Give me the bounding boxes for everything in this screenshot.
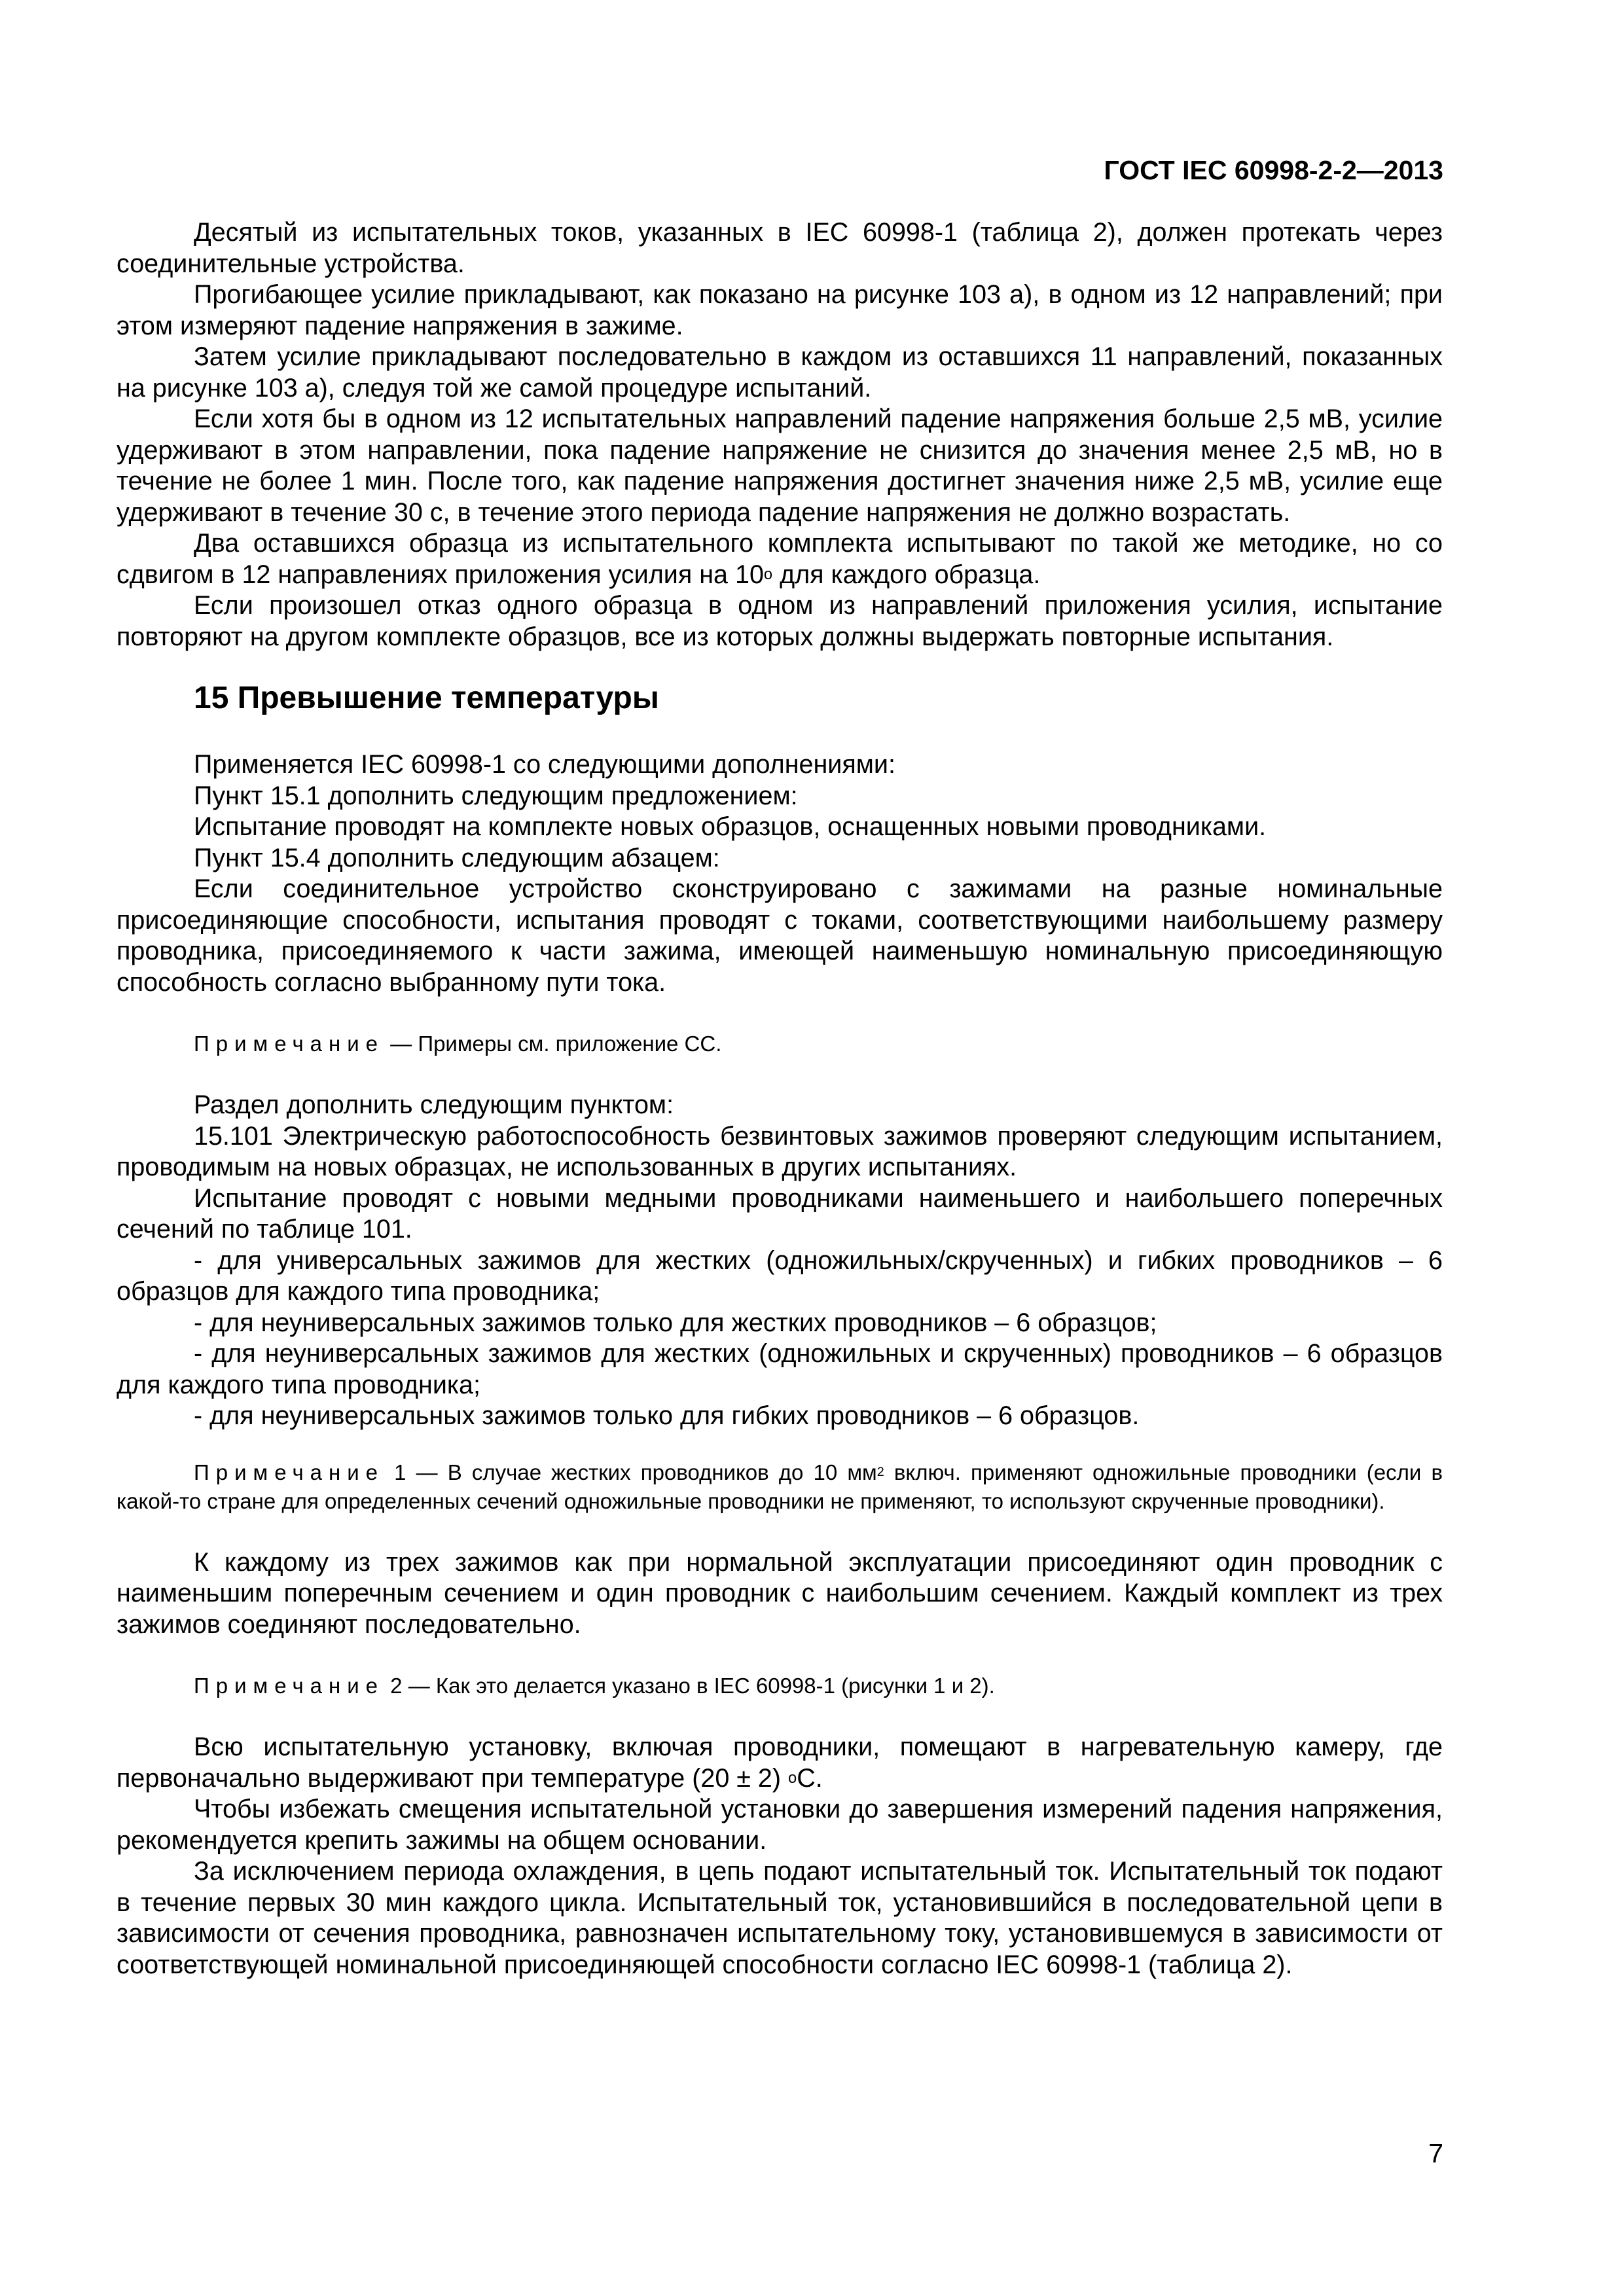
list-item: - для неуниверсальных зажимов для жестких (одножильных и скрученных) проводников – 6 образцов для каждого типа проводника;: [117, 1339, 1443, 1399]
note-text: — Примеры см. приложение СС.: [384, 1031, 722, 1056]
paragraph: Прогибающее усилие прикладывают, как показано на рисунке 103 а), в одном из 12 направлений; при этом измеряют падение напряжения в зажиме.: [117, 280, 1443, 340]
note: [117, 1030, 1443, 1058]
paragraph: Чтобы избежать смещения испытательной установки до завершения измерений падения напряжения, рекомендуется крепить зажимы на общем основании.: [117, 1795, 1443, 1855]
paragraph: Десятый из испытательных токов, указанных в IEC 60998-1 (таблица 2), должен протекать через соединительные устройства.: [117, 218, 1443, 278]
document-code: ГОСТ IEC 60998-2-2—2013: [1104, 155, 1443, 185]
paragraph: Применяется IEC 60998-1 со следующими дополнениями:: [194, 750, 895, 779]
section-title: 15 Превышение температуры: [194, 681, 659, 715]
note-text: — В случае жестких проводников до 10 мм: [406, 1460, 877, 1484]
note-text: — Как это делается указано в IEC 60998-1 (рисунки 1 и 2).: [402, 1674, 995, 1698]
paragraph-text: Всю испытательную установку, включая проводники, помещают в нагревательную камеру, где первоначально выдерживают при температуре (20 ± 2): [117, 1732, 1443, 1793]
paragraph: Если произошел отказ одного образца в одном из направлений приложения усилия, испытание повторяют на другом комплекте образцов, все из которых должны выдержать повторные испытания.: [117, 591, 1443, 651]
list-item: - для неуниверсальных зажимов только для жестких проводников – 6 образцов;: [194, 1308, 1157, 1337]
paragraph: Если соединительное устройство сконструировано с зажимами на разные номинальные присоединяющие способности, испытания проводят с токами, соответствующими наибольшему размеру проводника, присоединяемого к части зажима, имеющей наименьшую номинальную присоединяющую способность согласно выбранному пути тока.: [117, 874, 1443, 997]
note-label: Примечание: [194, 1674, 385, 1698]
paragraph: 15.101 Электрическую работоспособность безвинтовых зажимов проверяют следующим испытанием, проводимым на новых образцах, не использованных в других испытаниях.: [117, 1121, 1443, 1181]
note-label: Примечание: [194, 1460, 385, 1484]
note-1: [117, 1458, 1443, 1516]
paragraph-chamber: [117, 1732, 1443, 1794]
degree-sign: о: [788, 1769, 797, 1787]
superscript: 2: [876, 1464, 884, 1479]
list-item: - для неуниверсальных зажимов только для гибких проводников – 6 образцов.: [194, 1401, 1140, 1430]
note-label: Примечание: [194, 1031, 385, 1056]
paragraph: К каждому из трех зажимов как при нормальной эксплуатации присоединяют один проводник с наименьшим поперечным сечением и один проводник с наибольшим сечением. Каждый комплект из трех зажимов соединяют последовательно.: [117, 1547, 1443, 1639]
note-number: 1: [384, 1460, 406, 1484]
paragraph: Затем усилие прикладывают последовательно в каждом из оставшихся 11 направлений, показанных на рисунке 103 а), следуя той же самой процедуре испытаний.: [117, 342, 1443, 403]
paragraph: Испытание проводят на комплекте новых образцов, оснащенных новыми проводниками.: [194, 812, 1267, 841]
page-number: 7: [1428, 2138, 1443, 2168]
paragraph: Испытание проводят с новыми медными проводниками наименьшего и наибольшего поперечных сечений по таблице 101.: [117, 1183, 1443, 1244]
document-body: [117, 217, 1443, 1981]
note-number: 2: [384, 1674, 403, 1698]
note-text: включ. применяют одножильные проводники (если в какой-то стране для определенных сечений одножильные проводники не применяют, то используют скрученные проводники).: [117, 1460, 1443, 1513]
paragraph-text: Два оставшихся образца из испытательного комплекта испытывают по такой же методике, но со сдвигом в 12 направлениях приложения усилия на 10: [117, 529, 1443, 589]
degree-sign: о: [763, 565, 773, 583]
paragraph-text: С.: [797, 1763, 823, 1793]
list-item: - для универсальных зажимов для жестких (одножильных/скрученных) и гибких проводников – 6 образцов для каждого типа проводника;: [117, 1246, 1443, 1306]
paragraph: Пункт 15.4 дополнить следующим абзацем:: [194, 843, 720, 872]
paragraph: Если хотя бы в одном из 12 испытательных направлений падение напряжения больше 2,5 мВ, усилие удерживают в этом направлении, пока падение напряжение не снизится до значения менее 2,5 мВ, но в течение не более 1 мин. После того, как падение напряжения достигнет значения ниже 2,5 мВ, усилие еще удерживают в течение 30 с, в течение этого периода падение напряжения не должно возрастать.: [117, 404, 1443, 527]
paragraph: Пункт 15.1 дополнить следующим предложением:: [194, 781, 798, 810]
paragraph: Раздел дополнить следующим пунктом:: [194, 1090, 674, 1119]
note-2: [117, 1672, 1443, 1700]
paragraph-shift: [117, 528, 1443, 590]
paragraph: За исключением периода охлаждения, в цепь подают испытательный ток. Испытательный ток подают в течение первых 30 мин каждого цикла. Испытательный ток, установившийся в последовательной цепи в зависимости от сечения проводника, равнозначен испытательному току, установившемуся в зависимости от соответствующей номинальной присоединяющей способности согласно IEC 60998-1 (таблица 2).: [117, 1857, 1443, 1979]
paragraph-text: для каждого образца.: [772, 560, 1041, 589]
